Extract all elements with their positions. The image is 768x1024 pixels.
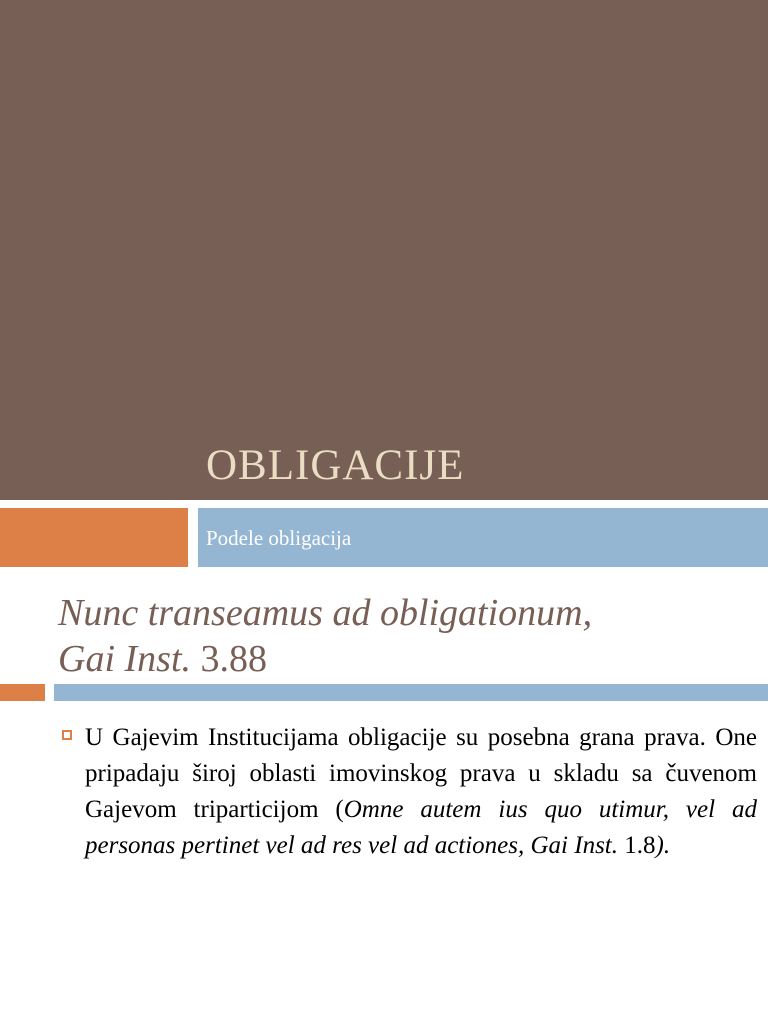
title-background — [0, 0, 768, 500]
bullet-list — [58, 720, 758, 864]
orange-accent-block — [0, 508, 188, 567]
subtitle-band — [198, 508, 768, 567]
bullet-text: U Gajevim Institucijama obligacije su posebna grana prava. One pripadaju široj oblasti imovinskog prava u skladu sa čuvenom Gajevom triparticijom ( — [85, 724, 757, 823]
content-slide — [0, 568, 768, 1024]
heading-source-ref: 3.88 — [191, 638, 267, 680]
content-heading — [58, 590, 758, 682]
heading-latin-phrase: Nunc transeamus ad obligationum, — [58, 592, 593, 634]
slide-title: OBLIGACIJE — [206, 442, 465, 489]
square-bullet-icon — [62, 730, 72, 740]
bullet-quote-ref: 1.8 — [618, 832, 656, 859]
bullet-closing: ). — [655, 832, 671, 859]
bullet-latin-quote: Omne autem ius quo utimur, vel ad personas pertinet vel ad res vel ad actiones, Gai Inst. — [85, 796, 757, 859]
slide-subtitle: Podele obligacija — [206, 526, 352, 550]
blue-divider-bar — [54, 684, 768, 701]
orange-accent-bar — [0, 684, 45, 701]
heading-source-italic: Gai Inst. — [58, 638, 191, 680]
bullet-item — [85, 720, 757, 864]
